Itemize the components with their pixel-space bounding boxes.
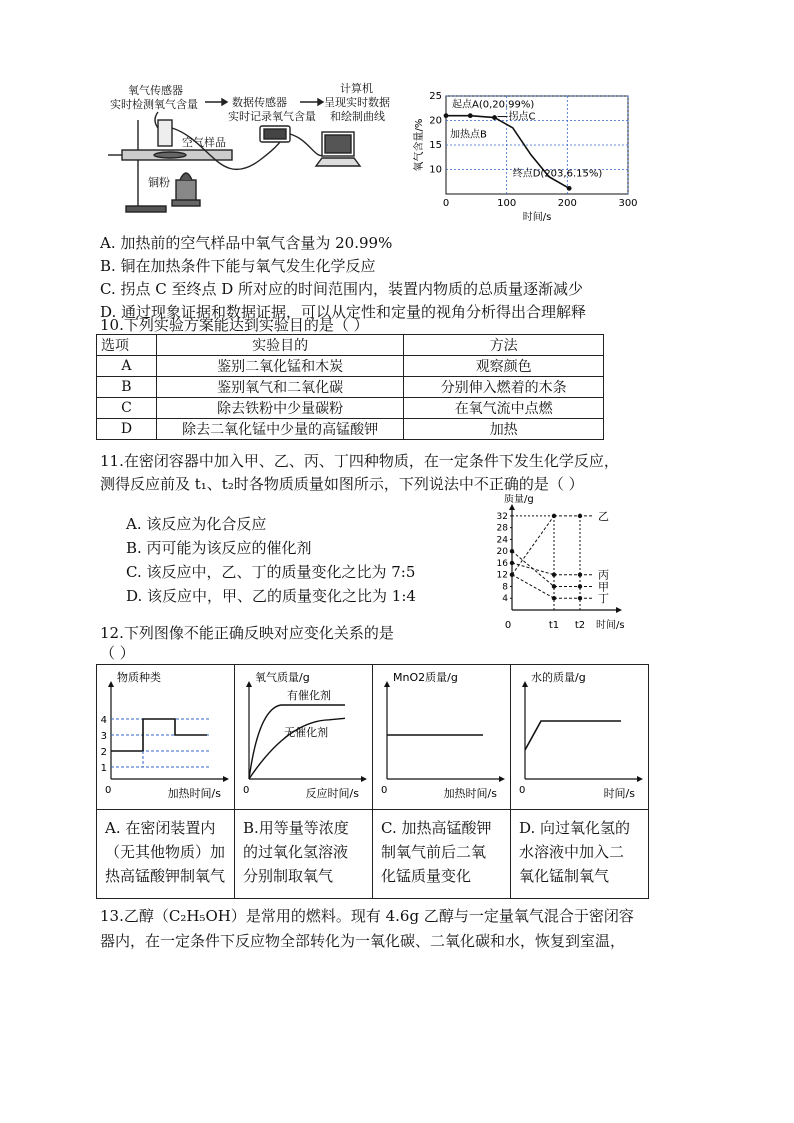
- q12-caption-a: [97, 810, 234, 898]
- y-axis-label: 氧气质量/g: [255, 671, 310, 684]
- air-sample-label: 空气样品: [182, 136, 226, 149]
- x-tick-label: t1: [548, 620, 560, 631]
- q11-option-d: D. 该反应中，甲、乙的质量变化之比为 1:4: [126, 587, 416, 605]
- y-tick-label: 10: [429, 164, 442, 176]
- data-point: [552, 596, 556, 600]
- q13-line-2: 器内，在一定条件下反应物全部转化为一氧化碳、二氧化碳和水，恢复到室温，: [100, 932, 626, 950]
- data-point: [578, 596, 582, 600]
- annotation-heat-b: 加热点B: [450, 129, 487, 141]
- table-cell: 鉴别二氧化锰和木炭: [156, 356, 403, 377]
- table-row: [97, 398, 604, 419]
- y-tick-label: 4: [502, 594, 508, 605]
- q12-graph-d: [511, 665, 648, 805]
- caption-line: 化锰质量变化: [381, 867, 472, 885]
- data-point: [510, 549, 514, 553]
- y-tick-label: 16: [496, 558, 508, 569]
- series-label: 乙: [598, 509, 609, 523]
- origin-label: 0: [519, 785, 526, 796]
- copper-label: 铜粉: [148, 176, 170, 189]
- sensor-label-1: 氧气传感器: [128, 84, 183, 97]
- table-header: 选项: [97, 335, 157, 356]
- x-tick-label: t2: [574, 620, 586, 631]
- y-axis-label: 物质种类: [117, 671, 161, 684]
- computer-label-2: 呈现实时数据: [324, 96, 390, 109]
- table-cell: 除去铁粉中少量碳粉: [156, 398, 403, 419]
- data-point: [578, 514, 582, 518]
- data-point: [578, 584, 582, 588]
- q9-option-a: A. 加热前的空气样品中氧气含量为 20.99%: [100, 234, 393, 252]
- caption-line: C. 加热高锰酸钾: [381, 819, 492, 837]
- table-row: [97, 356, 604, 377]
- q9-option-b: B. 铜在加热条件下能与氧气发生化学反应: [100, 257, 376, 275]
- y-tick-label: 32: [496, 511, 508, 522]
- x-axis-arrow: [616, 607, 622, 613]
- y-tick-label: 20: [496, 547, 508, 558]
- table-cell: 分别伸入燃着的木条: [404, 377, 604, 398]
- data-point: [492, 115, 497, 120]
- series-label: 无催化剂: [284, 725, 329, 739]
- y-tick-label: 15: [429, 140, 442, 151]
- y-axis-label: 水的质量/g: [531, 671, 586, 684]
- series-label: 丁: [598, 592, 609, 606]
- table-cell: B: [97, 377, 157, 398]
- origin-label: 0: [381, 785, 388, 796]
- series-line: [512, 575, 554, 599]
- y-tick-label: 28: [496, 523, 508, 534]
- series-label: 甲: [598, 580, 609, 594]
- computer-label-3: 和绘制曲线: [330, 110, 385, 123]
- caption-line: A. 在密闭装置内: [105, 819, 216, 837]
- mass-chart: [480, 494, 640, 644]
- data-point: [552, 573, 556, 577]
- x-tick-label: 100: [497, 198, 517, 209]
- oxygen-content-chart: [410, 86, 650, 226]
- x-axis-arrow: [223, 776, 229, 782]
- x-tick-label: 300: [618, 198, 638, 209]
- data-point: [468, 113, 473, 118]
- table-cell: C: [97, 398, 157, 419]
- y-tick-label: 2: [100, 747, 107, 758]
- series-label: 丙: [598, 568, 609, 582]
- data-point: [510, 573, 514, 577]
- q13-line-1: 13.乙醇（C₂H₅OH）是常用的燃料。现有 4.6g 乙醇与一定量氧气混合于密闭容: [100, 907, 634, 925]
- data-point: [552, 584, 556, 588]
- annotation-end-d: 终点D(203,6.15%): [512, 168, 603, 180]
- data-point: [578, 573, 582, 577]
- q9-option-c: C. 拐点 C 至终点 D 所对应的时间范围内，装置内物质的总质量逐渐减少: [100, 280, 584, 298]
- origin-label: 0: [105, 785, 112, 796]
- y-axis-label: 氧气含量/%: [414, 118, 425, 172]
- series-line: [512, 516, 554, 575]
- data-point: [567, 186, 572, 191]
- table-cell: D: [97, 419, 157, 440]
- data-point: [510, 561, 514, 565]
- x-axis-label: 时间/s: [522, 212, 552, 223]
- y-axis-arrow: [108, 681, 114, 687]
- data-sensor-label-1: 数据传感器: [232, 96, 287, 109]
- x-axis-arrow: [637, 776, 643, 782]
- annotation-start-a: 起点A(0,20.99%): [452, 99, 535, 111]
- y-tick-label: 20: [429, 115, 442, 127]
- q12-stem: 12.下列图像不能正确反映对应变化关系的是: [100, 624, 394, 642]
- y-tick-label: 24: [496, 535, 508, 546]
- caption-line: 制氧气前后二氧: [381, 843, 487, 861]
- x-axis-label: 时间/s: [596, 620, 625, 631]
- table-header: 方法: [404, 335, 604, 356]
- x-axis-arrow: [361, 776, 367, 782]
- table-row: [97, 377, 604, 398]
- q12-graph-c: [373, 665, 510, 805]
- q11-stem-line-2: 测得反应前及 t₁、t₂时各物质质量如图所示，下列说法中不正确的是（ ）: [100, 475, 584, 493]
- q10-stem: 10.下列实验方案能达到实验目的是（ ）: [100, 316, 369, 334]
- table-cell: 观察颜色: [404, 356, 604, 377]
- q11-option-b: B. 丙可能为该反应的催化剂: [126, 539, 312, 557]
- q12-paren: （ ）: [100, 644, 135, 662]
- q12-caption-d: [511, 810, 648, 898]
- x-axis-label: 加热时间/s: [443, 787, 497, 800]
- series-line: [512, 551, 554, 586]
- table-row: [97, 419, 604, 440]
- caption-line: 的过氧化氢溶液: [243, 843, 349, 861]
- x-tick-label: 0: [504, 620, 512, 631]
- table-cell: 加热: [404, 419, 604, 440]
- y-tick-label: 4: [100, 715, 107, 726]
- y-tick-label: 12: [496, 570, 508, 581]
- q12-table: [96, 664, 649, 899]
- table-cell: 在氧气流中点燃: [404, 398, 604, 419]
- annotation-turn-c: 拐点C: [508, 111, 536, 123]
- caption-line: B.用等量等浓度: [243, 819, 349, 837]
- q11-option-a: A. 该反应为化合反应: [126, 515, 267, 533]
- y-axis-arrow: [522, 681, 528, 687]
- x-tick-label: 200: [557, 198, 577, 209]
- sensor-label-2: 实时检测氧气含量: [110, 98, 198, 111]
- series-line: [249, 705, 345, 779]
- q11-option-c: C. 该反应中，乙、丁的质量变化之比为 7:5: [126, 563, 416, 581]
- y-axis-label: 质量/g: [504, 494, 534, 505]
- caption-line: 氧化锰制氧气: [519, 867, 610, 885]
- q12-caption-c: [373, 810, 510, 898]
- y-axis-label: MnO2质量/g: [393, 671, 458, 684]
- series-label: 有催化剂: [287, 689, 331, 702]
- table-header-row: [97, 335, 604, 356]
- y-tick-label: 25: [429, 91, 442, 102]
- water-series-line: [525, 721, 621, 750]
- apparatus-diagram: [100, 80, 400, 220]
- y-axis-arrow: [384, 681, 390, 687]
- data-sensor-label-2: 实时记录氧气含量: [228, 110, 316, 123]
- caption-line: D. 向过氧化氢的: [519, 819, 631, 837]
- q12-graph-b: [235, 665, 372, 805]
- caption-line: 水溶液中加入二: [519, 843, 625, 861]
- table-cell: A: [97, 356, 157, 377]
- x-axis-arrow: [499, 776, 505, 782]
- y-tick-label: 1: [100, 763, 107, 774]
- computer-label-1: 计算机: [340, 82, 373, 95]
- x-axis-label: 反应时间/s: [305, 787, 359, 800]
- y-tick-label: 8: [502, 582, 508, 593]
- q11-stem-line-1: 11.在密闭容器中加入甲、乙、丙、丁四种物质，在一定条件下发生化学反应，: [100, 452, 619, 470]
- caption-line: 热高锰酸钾制氧气: [105, 867, 226, 885]
- x-tick-label: 0: [442, 198, 450, 209]
- y-tick-label: 3: [100, 731, 107, 742]
- q12-caption-b: [235, 810, 372, 898]
- x-axis-label: 时间/s: [603, 787, 635, 800]
- caption-line: （无其他物质）加: [105, 843, 226, 861]
- y-axis-arrow: [246, 681, 252, 687]
- table-cell: 鉴别氧气和二氧化碳: [156, 377, 403, 398]
- q10-table: [96, 334, 604, 440]
- q9-option-d: D. 通过现象证据和数据证据，可以从定性和定量的视角分析得出合理解释: [100, 303, 587, 321]
- data-point: [444, 113, 449, 118]
- table-header: 实验目的: [156, 335, 403, 356]
- q12-graph-a: [97, 665, 234, 805]
- x-axis-label: 加热时间/s: [167, 787, 221, 800]
- caption-line: 分别制取氧气: [243, 867, 334, 885]
- table-cell: 除去二氧化锰中少量的高锰酸钾: [156, 419, 403, 440]
- origin-label: 0: [243, 785, 250, 796]
